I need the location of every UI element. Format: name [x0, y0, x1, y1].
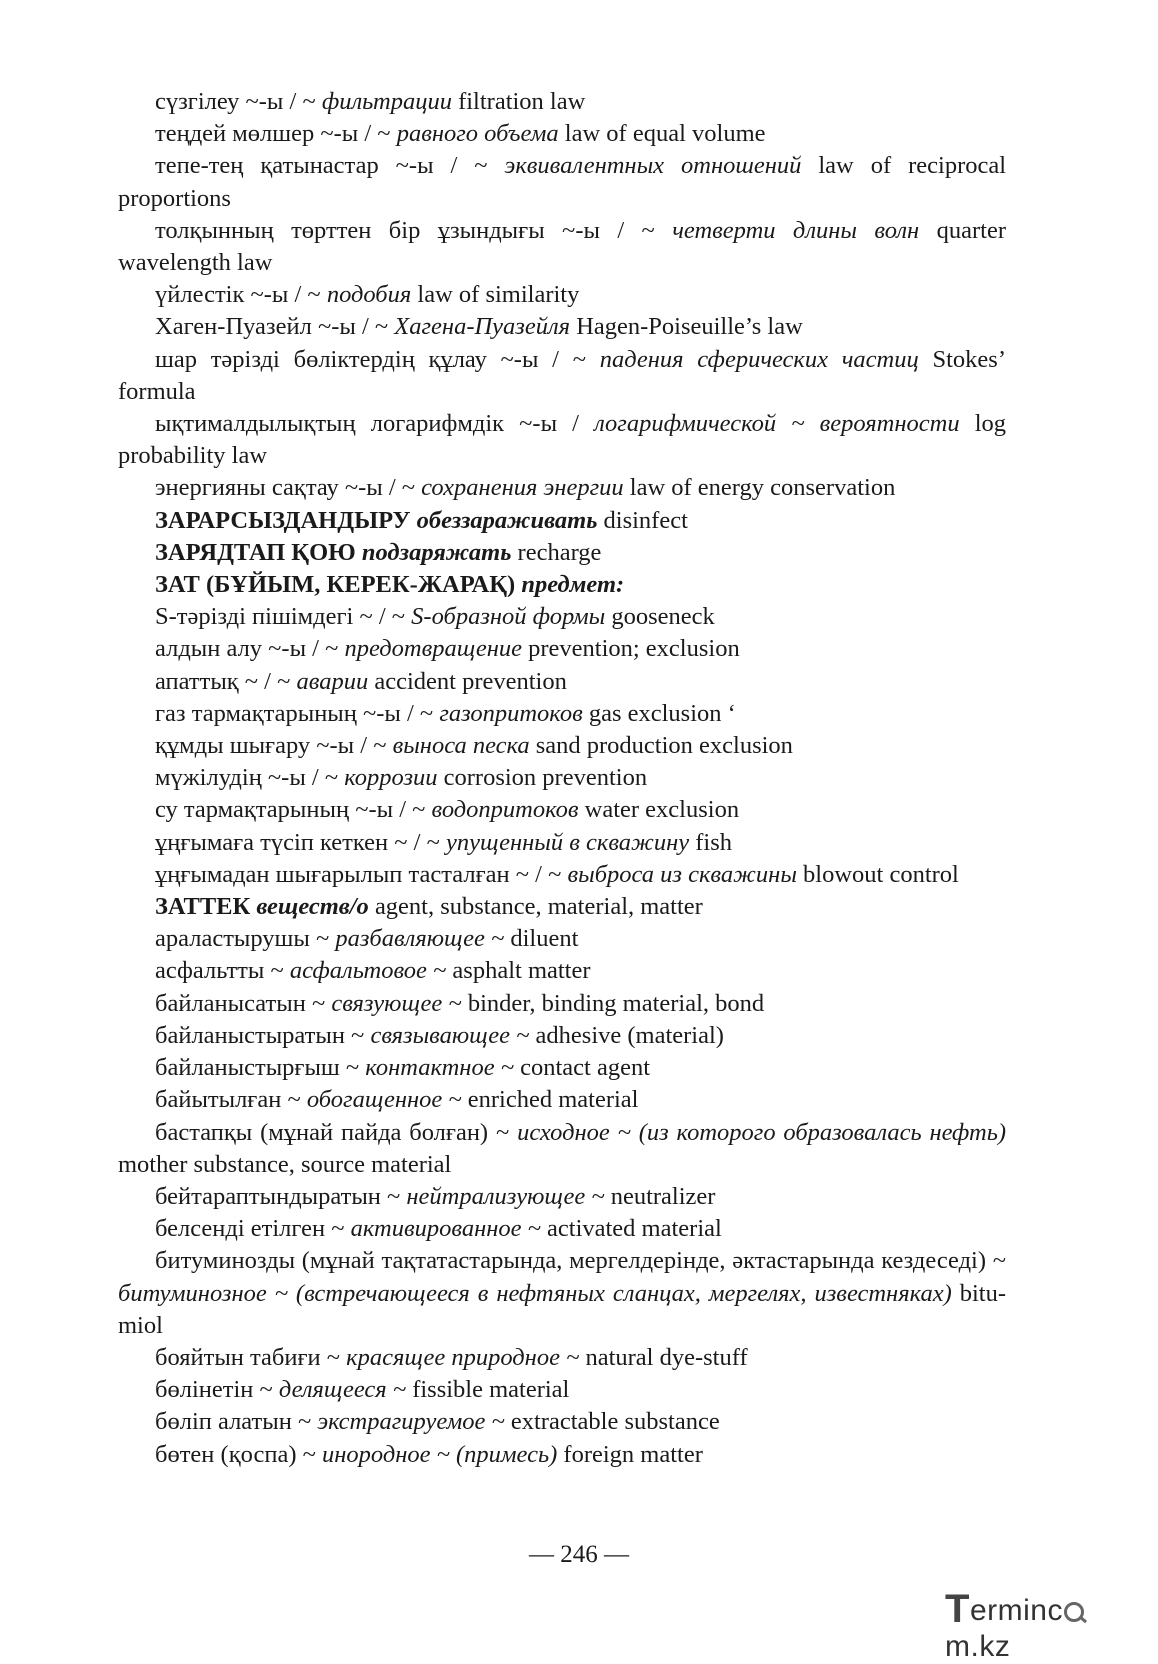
- english-term: recharge: [517, 538, 602, 566]
- russian-term: битуминозное ~ (встречающееся в нефтяных сланцах, мергелях, известняках): [118, 1279, 952, 1307]
- english-term: extractable substance: [510, 1408, 720, 1436]
- english-term: diluent: [510, 925, 579, 953]
- entry: [118, 472, 1006, 504]
- russian-term: обогащенное ~: [306, 1086, 462, 1114]
- english-term: accident prevention: [374, 667, 567, 695]
- kazakh-term: мүжілудің ~-ы / ~: [155, 764, 339, 792]
- english-term: agent, substance, material, matter: [374, 893, 703, 921]
- kazakh-term: араластырушы ~: [155, 925, 330, 953]
- entry: [118, 698, 1006, 730]
- english-term: natural dye-stuff: [585, 1343, 748, 1371]
- entry: [118, 1406, 1006, 1438]
- logo-letter-t: T: [945, 1587, 970, 1631]
- english-term: law of energy conservation: [629, 474, 896, 502]
- kazakh-term: ұңғымадан шығарылып тасталған ~ / ~: [155, 860, 562, 888]
- english-term: law of equal volume: [564, 120, 766, 148]
- kazakh-term: апаттық ~ / ~: [155, 667, 291, 695]
- entry: [118, 601, 1006, 633]
- english-term: corrosion prevention: [443, 764, 648, 792]
- kazakh-term: байланысатын ~: [155, 989, 326, 1017]
- russian-term: связующее ~: [331, 989, 462, 1017]
- kazakh-headword: ЗАТТЕК: [155, 893, 251, 921]
- english-term: Hagen-Poiseuille’s law: [576, 313, 803, 341]
- english-term: log probability law: [118, 410, 1006, 470]
- kazakh-term: құмды шығару ~-ы / ~: [155, 732, 387, 760]
- english-term: binder, binding material, bond: [467, 989, 765, 1017]
- dictionary-page: [118, 86, 1006, 1471]
- kazakh-term: бөтен (қоспа) ~: [155, 1440, 316, 1468]
- kazakh-term: сүзгілеу ~-ы / ~: [155, 88, 316, 115]
- russian-term: исходное ~ (из которого образовалась нефть): [517, 1118, 1006, 1146]
- english-term: gooseneck: [611, 603, 715, 631]
- russian-term: сохранения энергии: [421, 474, 624, 502]
- headword-entry: [118, 891, 1006, 923]
- english-term: prevention; exclusion: [528, 635, 740, 663]
- entry: [118, 215, 1006, 279]
- entry: [118, 150, 1006, 214]
- russian-term: активированное ~: [350, 1215, 541, 1243]
- entry: [118, 988, 1006, 1020]
- kazakh-term: толқынның төрттен бір ұзындығы ~-ы / ~: [155, 216, 655, 244]
- entry: [118, 762, 1006, 794]
- english-term: mother substance, source material: [118, 1150, 452, 1178]
- headword-entry: [118, 505, 1006, 537]
- logo-magnifier-icon: [1064, 1602, 1084, 1622]
- kazakh-term: битуминозды (мұнай тақтатастарында, мергелдерінде, әктастарында кездеседі) ~: [155, 1247, 1006, 1275]
- russian-term: аварии: [296, 667, 369, 695]
- russian-term: логарифмической ~ вероятности: [594, 410, 960, 438]
- english-term: water exclusion: [584, 796, 740, 824]
- entry: [118, 408, 1006, 472]
- page-number: — 246 —: [529, 1541, 629, 1568]
- russian-headword: веществ/о: [256, 893, 369, 921]
- kazakh-term: теңдей мөлшер ~-ы / ~: [155, 120, 391, 148]
- entry: [118, 923, 1006, 955]
- english-term: enriched material: [467, 1086, 639, 1114]
- russian-term: выноса песка: [392, 732, 530, 760]
- entry: [118, 1245, 1006, 1342]
- russian-headword: подзаряжать: [361, 538, 512, 566]
- entry: [118, 827, 1006, 859]
- russian-term: контактное ~: [365, 1054, 514, 1082]
- russian-term: нейтрализующее ~: [406, 1182, 605, 1210]
- russian-term: инородное ~ (примесь): [321, 1440, 558, 1468]
- russian-term: равного объема: [396, 120, 559, 148]
- kazakh-headword: ЗАРАРСЫЗДАНДЫРУ: [155, 506, 411, 534]
- english-term: Stokes’ formula: [118, 345, 1006, 405]
- english-term: law of similarity: [417, 281, 580, 309]
- kazakh-term: белсенді етілген ~: [155, 1215, 345, 1243]
- kazakh-term: газ тармақтарының ~-ы / ~: [155, 699, 434, 727]
- english-term: adhesive (material): [535, 1021, 724, 1049]
- entry: [118, 1020, 1006, 1052]
- kazakh-term: бастапқы (мұнай пайда болған) ~: [155, 1118, 510, 1146]
- english-term: disinfect: [603, 506, 688, 534]
- entry: [118, 1374, 1006, 1406]
- russian-term: эквивалентных отношений: [504, 152, 802, 180]
- entry: [118, 955, 1006, 987]
- russian-term: упущенный в скважину: [445, 828, 690, 856]
- russian-term: асфальтовое ~: [289, 957, 447, 985]
- english-term: contact agent: [520, 1054, 651, 1082]
- entry: [118, 344, 1006, 408]
- russian-term: делящееся ~: [278, 1376, 407, 1404]
- headword-entry: [118, 569, 1006, 601]
- russian-headword: обеззараживать: [416, 506, 598, 534]
- kazakh-term: Хаген-Пуазейл ~-ы / ~: [155, 313, 389, 341]
- entry: [118, 1084, 1006, 1116]
- kazakh-term: асфальтты ~: [155, 957, 284, 985]
- entry: [118, 730, 1006, 762]
- entry: [118, 859, 1006, 891]
- english-term: gas exclusion ‘: [588, 699, 736, 727]
- kazakh-term: бөлінетін ~: [155, 1376, 273, 1404]
- english-term: fissible material: [412, 1376, 570, 1404]
- russian-term: экстрагируемое ~: [317, 1408, 505, 1436]
- kazakh-term: S-тәрізді пішімдегі ~ / ~: [155, 603, 406, 631]
- russian-term: падения сферических частиц: [599, 345, 919, 373]
- russian-term: предотвращение: [344, 635, 522, 663]
- entry: [118, 666, 1006, 698]
- entry: [118, 118, 1006, 150]
- russian-term: подобия: [326, 281, 412, 309]
- kazakh-headword: ЗАТ (БҰЙЫМ, КЕРЕК-ЖАРАҚ): [155, 571, 516, 599]
- entry: [118, 1213, 1006, 1245]
- english-term: fish: [695, 828, 732, 856]
- kazakh-term: бейтараптындыратын ~: [155, 1182, 401, 1210]
- entry: [118, 1052, 1006, 1084]
- entry: [118, 633, 1006, 665]
- kazakh-headword: ЗАРЯДТАП ҚОЮ: [155, 538, 356, 566]
- russian-term: водопритоков: [431, 796, 579, 824]
- kazakh-term: тепе-тең қатынастар ~-ы / ~: [155, 152, 488, 180]
- kazakh-term: бояйтын табиғи ~: [155, 1343, 341, 1371]
- termincom-logo: Termincm.kz: [945, 1585, 1145, 1625]
- russian-term: газопритоков: [439, 699, 583, 727]
- kazakh-term: бөліп алатын ~: [155, 1408, 312, 1436]
- headword-entry: [118, 537, 1006, 569]
- kazakh-term: байланыстыратын ~: [155, 1021, 365, 1049]
- kazakh-term: байытылған ~: [155, 1086, 301, 1114]
- english-term: neutralizer: [610, 1182, 716, 1210]
- kazakh-term: су тармақтарының ~-ы / ~: [155, 796, 426, 824]
- english-term: foreign matter: [563, 1440, 703, 1468]
- kazakh-term: үйлестік ~-ы / ~: [155, 281, 321, 309]
- kazakh-term: байланыстырғыш ~: [155, 1054, 360, 1082]
- english-term: filtration law: [458, 88, 586, 115]
- kazakh-term: ықтималдылықтың логарифмдік ~-ы /: [155, 410, 579, 438]
- kazakh-term: энергияны сақтау ~-ы / ~: [155, 474, 416, 502]
- english-term: blowout control: [803, 860, 959, 888]
- russian-headword: предмет:: [521, 571, 625, 599]
- russian-term: фильтрации: [321, 88, 452, 115]
- russian-term: коррозии: [344, 764, 438, 792]
- entry: [118, 1439, 1006, 1471]
- english-term: law of reciprocal proportions: [118, 152, 1007, 212]
- english-term: activated material: [547, 1215, 722, 1243]
- kazakh-term: алдын алу ~-ы / ~: [155, 635, 339, 663]
- entry: [118, 1342, 1006, 1374]
- russian-term: четверти длины волн: [672, 216, 920, 244]
- entry: [118, 279, 1006, 311]
- entry: [118, 1117, 1006, 1181]
- russian-term: связывающее ~: [370, 1021, 530, 1049]
- entry: [118, 1181, 1006, 1213]
- russian-term: Хагена-Пуазейля: [394, 313, 571, 341]
- russian-term: красящее природное ~: [346, 1343, 580, 1371]
- english-term: quarter wavelength law: [118, 216, 1006, 277]
- english-term: sand production exclusion: [535, 732, 793, 760]
- kazakh-term: ұңғымаға түсіп кеткен ~ / ~: [155, 828, 440, 856]
- kazakh-term: шар тәрізді бөліктердің құлау ~-ы / ~: [155, 345, 586, 373]
- entry: [118, 86, 1006, 118]
- entry: [118, 311, 1006, 343]
- english-term: bitu-miol: [118, 1279, 1007, 1339]
- english-term: asphalt matter: [452, 957, 591, 985]
- entry: [118, 794, 1006, 826]
- russian-term: S-образной формы: [411, 603, 606, 631]
- russian-term: выброса из скважины: [567, 860, 797, 888]
- russian-term: разбавляющее ~: [335, 925, 505, 953]
